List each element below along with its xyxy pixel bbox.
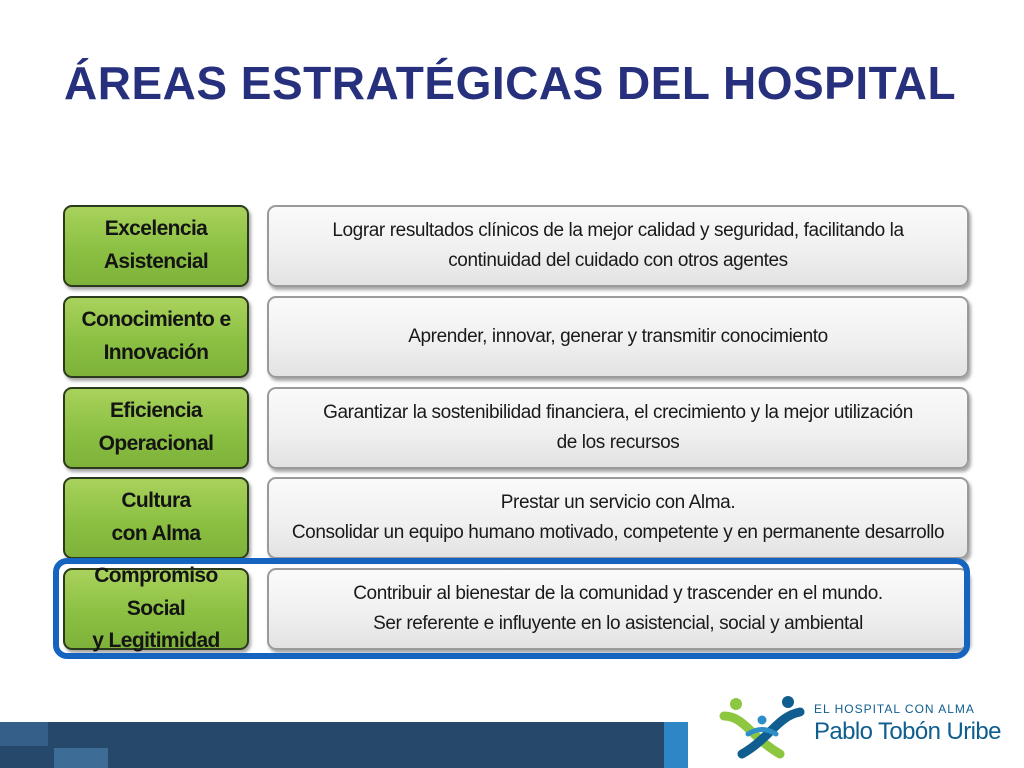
footer-accent	[664, 722, 688, 768]
footer-tile	[54, 748, 108, 768]
area-description-box	[267, 205, 969, 287]
area-label-box	[63, 387, 249, 469]
area-description-box	[267, 387, 969, 469]
slide-title: ÁREAS ESTRATÉGICAS DEL HOSPITAL	[64, 57, 957, 109]
area-label: Compromiso Social y Legitimidad	[92, 564, 220, 653]
strategic-area-row	[63, 477, 969, 559]
area-label-box	[63, 205, 249, 287]
strategic-area-row	[63, 205, 969, 287]
area-description: Contribuir al bienestar de la comunidad y trascender en el mundo. Ser referente e influyente en lo asistencial, social y ambiental	[353, 582, 883, 634]
area-description-box	[267, 296, 969, 378]
area-label: Eficiencia Operacional	[98, 399, 214, 455]
strategic-area-row	[63, 387, 969, 469]
area-label: Excelencia Asistencial	[103, 217, 209, 273]
area-description: Prestar un servicio con Alma. Consolidar un equipo humano motivado, competente y en permanente desarrollo	[291, 491, 945, 543]
area-label-box	[63, 477, 249, 559]
hospital-logo	[718, 690, 1008, 760]
people-logo-icon	[718, 690, 806, 760]
logo-name: Pablo Tobón Uribe	[814, 718, 1001, 745]
area-description: Lograr resultados clínicos de la mejor calidad y seguridad, facilitando la continuidad del cuidado con otros agentes	[332, 219, 904, 271]
footer-tile	[0, 722, 48, 746]
area-description: Aprender, innovar, generar y transmitir conocimiento	[408, 325, 828, 347]
highlight-frame	[53, 558, 970, 659]
area-description: Garantizar la sostenibilidad financiera, el crecimiento y la mejor utilización de los recursos	[323, 401, 913, 453]
area-label-box	[63, 296, 249, 378]
area-label: Conocimiento e Innovación	[81, 308, 231, 364]
strategic-area-row	[63, 296, 969, 378]
logo-tagline: EL HOSPITAL CON ALMA	[814, 702, 975, 716]
area-description-box	[267, 477, 969, 559]
area-label: Cultura con Alma	[111, 489, 201, 545]
